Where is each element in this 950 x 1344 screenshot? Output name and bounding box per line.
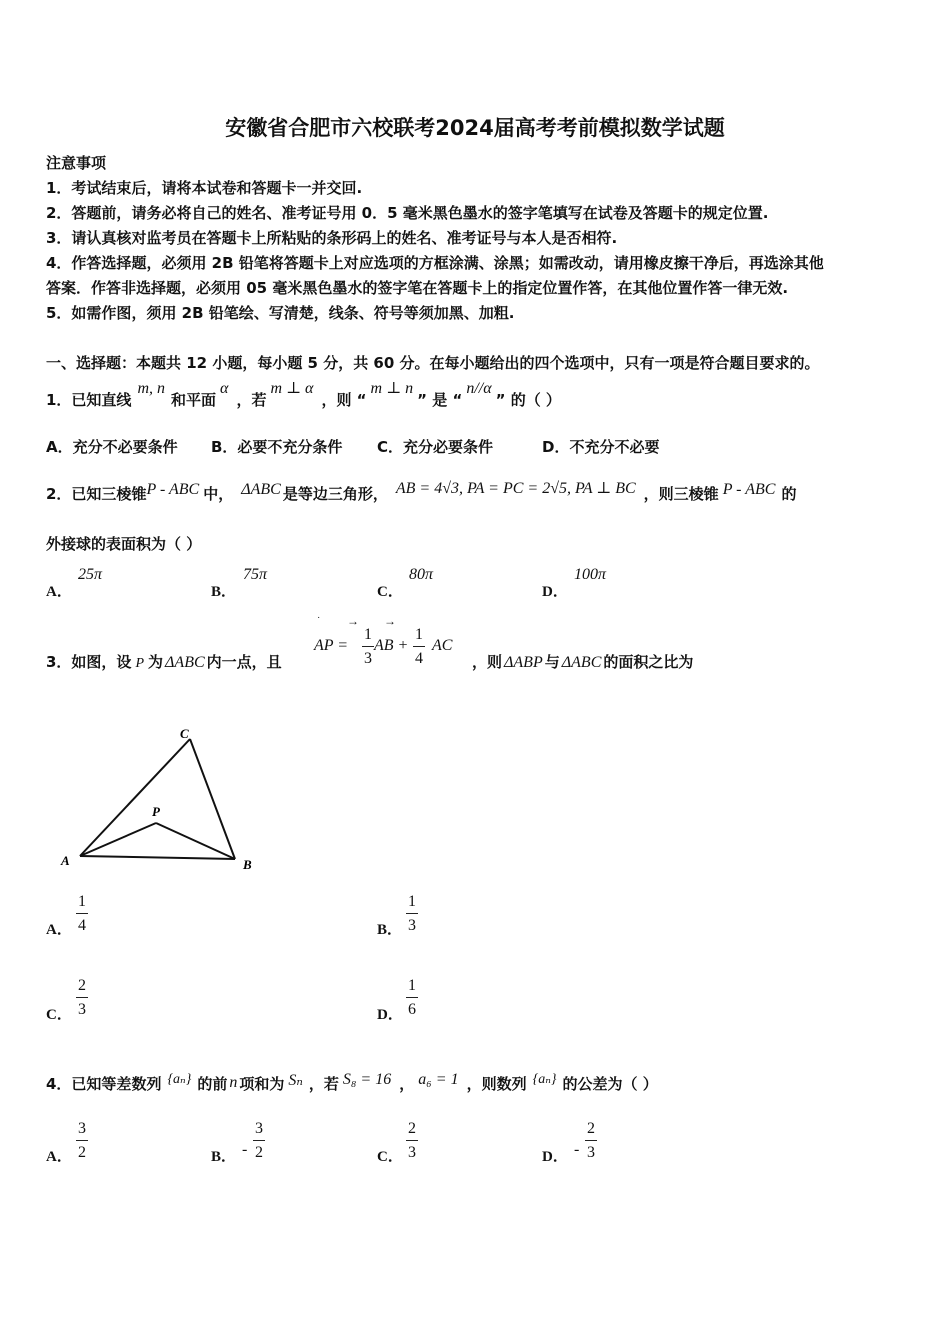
q4-text: 4．已知等差数列 {aₙ} 的前 n 项和为 Sₙ ，若 S₈ = 16 ， a₆ = 1 ，则数列 {aₙ} 的公差为（ ） [46,1071,658,1093]
q1-math-alpha: α [220,380,229,397]
q3-vec-mid: AB + [374,637,409,654]
q2-option-c-label: C． [377,584,403,600]
q3-triangle-figure [52,718,272,878]
q3-option-d-fraction: $\frac{1}{6}$ [408,977,416,1018]
q3-math-abc: ΔABC [165,654,205,671]
q3-vec-lhs: AP = [314,637,349,654]
q4-math-s8: S₈ = 16 [342,1071,392,1088]
q4-option-b-fraction: $\frac{3}{2}$ [255,1120,263,1161]
q1-option-c: C．充分必要条件 [377,438,494,456]
q3-option-b-label: B． [377,922,403,938]
q3-math-p: P [135,656,145,671]
q1-math-n-parallel-alpha: n//α [466,380,492,397]
q3-text-part2: ，则 ΔABP 与 ΔABC 的面积之比为 [472,653,694,671]
q4-option-a-fraction: $\frac{3}{2}$ [78,1120,86,1161]
q2-option-a-label: A． [46,584,72,600]
q1-text: 1．已知直线m, n和平面α，若m ⊥ α，则 “m ⊥ n” 是 “n//α” 的（ ） [46,380,561,409]
q4-option-d-fraction: $\frac{2}{3}$ [587,1120,595,1161]
q4-option-b-sign: - [242,1141,248,1158]
q3-option-a-label: A． [46,922,72,938]
q4-option-c-label: C． [377,1149,403,1165]
q1-math-m-perp-alpha: m ⊥ α [270,380,314,397]
notice-heading: 注意事项 [46,154,107,172]
q4-math-seq-2: {aₙ} [532,1072,557,1087]
q1-math-mn: m, n [137,380,166,397]
q3-fraction-2: $\frac{1}{4}$ [415,626,423,667]
section-heading: 一、选择题：本题共 12 小题，每小题 5 分，共 60 分。在每小题给出的四个选项中，只有一项是符合题目要求的。 [46,354,820,372]
q2-text: 2．已知三棱锥P - ABC 中， ΔABC 是等边三角形， AB = 4√3, PA = PC = 2√5, PA ⊥ BC ，则三棱锥 P - ABC 的 [46,480,797,503]
q4-math-n: n [229,1074,238,1091]
vector-arrow-icon: → [347,614,359,628]
vertex-label-c: C [180,726,189,741]
edge-ap [80,823,156,856]
q3-math-abp: ΔABP [504,654,543,671]
q1-option-a: A．充分不必要条件 [46,438,178,456]
vertex-label-b: B [243,857,252,872]
q3-text-part1: 3．如图，设 P 为 ΔABC 内一点，且 [46,653,282,671]
vertex-label-a: A [61,853,70,868]
q3-option-c-label: C． [46,1007,72,1023]
q2-option-c-value: 80π [409,566,434,583]
q3-option-d-label: D． [377,1007,403,1023]
q4-option-a-label: A． [46,1149,72,1165]
q3-option-c-fraction: $\frac{2}{3}$ [78,977,86,1018]
q2-math-pabc: P - ABC [146,481,200,498]
q1-math-m-perp-n: m ⊥ n [370,380,414,397]
q2-option-d-label: D． [542,584,568,600]
notice-item: 2．答题前，请务必将自己的姓名、准考证号用 0．5 毫米黑色墨水的签字笔填写在试卷及答题卡的规定位置. [46,204,769,222]
q2-math-conditions: AB = 4√3, PA = PC = 2√5, PA ⊥ BC [395,480,636,497]
notice-item: 1．考试结束后，请将本试卷和答题卡一并交回. [46,179,363,197]
q3-vec-rhs: AC [432,637,453,654]
q3-math-abc-2: ΔABC [561,654,602,671]
notice-item: 4．作答选择题，必须用 2B 铅笔将答题卡上对应选项的方框涂满、涂黑；如需改动，请用橡皮擦干净后，再选涂其他 [46,254,824,272]
q3-fraction-1: $\frac{1}{3}$ [364,626,372,667]
q2-option-d-value: 100π [574,566,607,583]
page-title: 安徽省合肥市六校联考2024届高考考前模拟数学试题 [225,116,725,140]
q4-option-d-sign: - [574,1141,580,1158]
q2-option-a-value: 25π [78,566,103,583]
q4-option-b-label: B． [211,1149,237,1165]
q4-math-seq: {aₙ} [167,1072,192,1087]
notice-item: 5．如需作图，须用 2B 铅笔绘、写清楚，线条、符号等须加黑、加粗. [46,304,515,322]
q3-option-b-fraction: $\frac{1}{3}$ [408,893,416,934]
edge-ac [80,739,190,856]
q2-math-triangle: ΔABC [241,481,281,498]
notice-item: 答案．作答非选择题，必须用 05 毫米黑色墨水的签字笔在答题卡上的指定位置作答，在其他位置作答一律无效. [46,279,789,297]
q2-math-pabc-2: P - ABC [722,481,776,498]
q4-option-c-fraction: $\frac{2}{3}$ [408,1120,416,1161]
q4-option-d-label: D． [542,1149,568,1165]
q1-option-d: D．不充分不必要 [542,438,660,456]
edge-ab [80,856,235,859]
vector-dot-icon: ˙ [317,616,321,627]
q2-text-line2: 外接球的表面积为（ ） [46,535,202,553]
vertex-label-p: P [152,804,160,819]
q2-option-b-value: 75π [243,566,268,583]
q4-math-a6: a₆ = 1 [418,1071,459,1088]
notice-item: 3．请认真核对监考员在答题卡上所粘贴的条形码上的姓名、准考证号与本人是否相符. [46,229,618,247]
q4-math-sn: Sₙ [288,1072,303,1089]
q3-option-a-fraction: $\frac{1}{4}$ [78,893,86,934]
q1-option-b: B．必要不充分条件 [211,438,343,456]
vector-arrow-icon: → [384,614,396,628]
q2-option-b-label: B． [211,584,237,600]
